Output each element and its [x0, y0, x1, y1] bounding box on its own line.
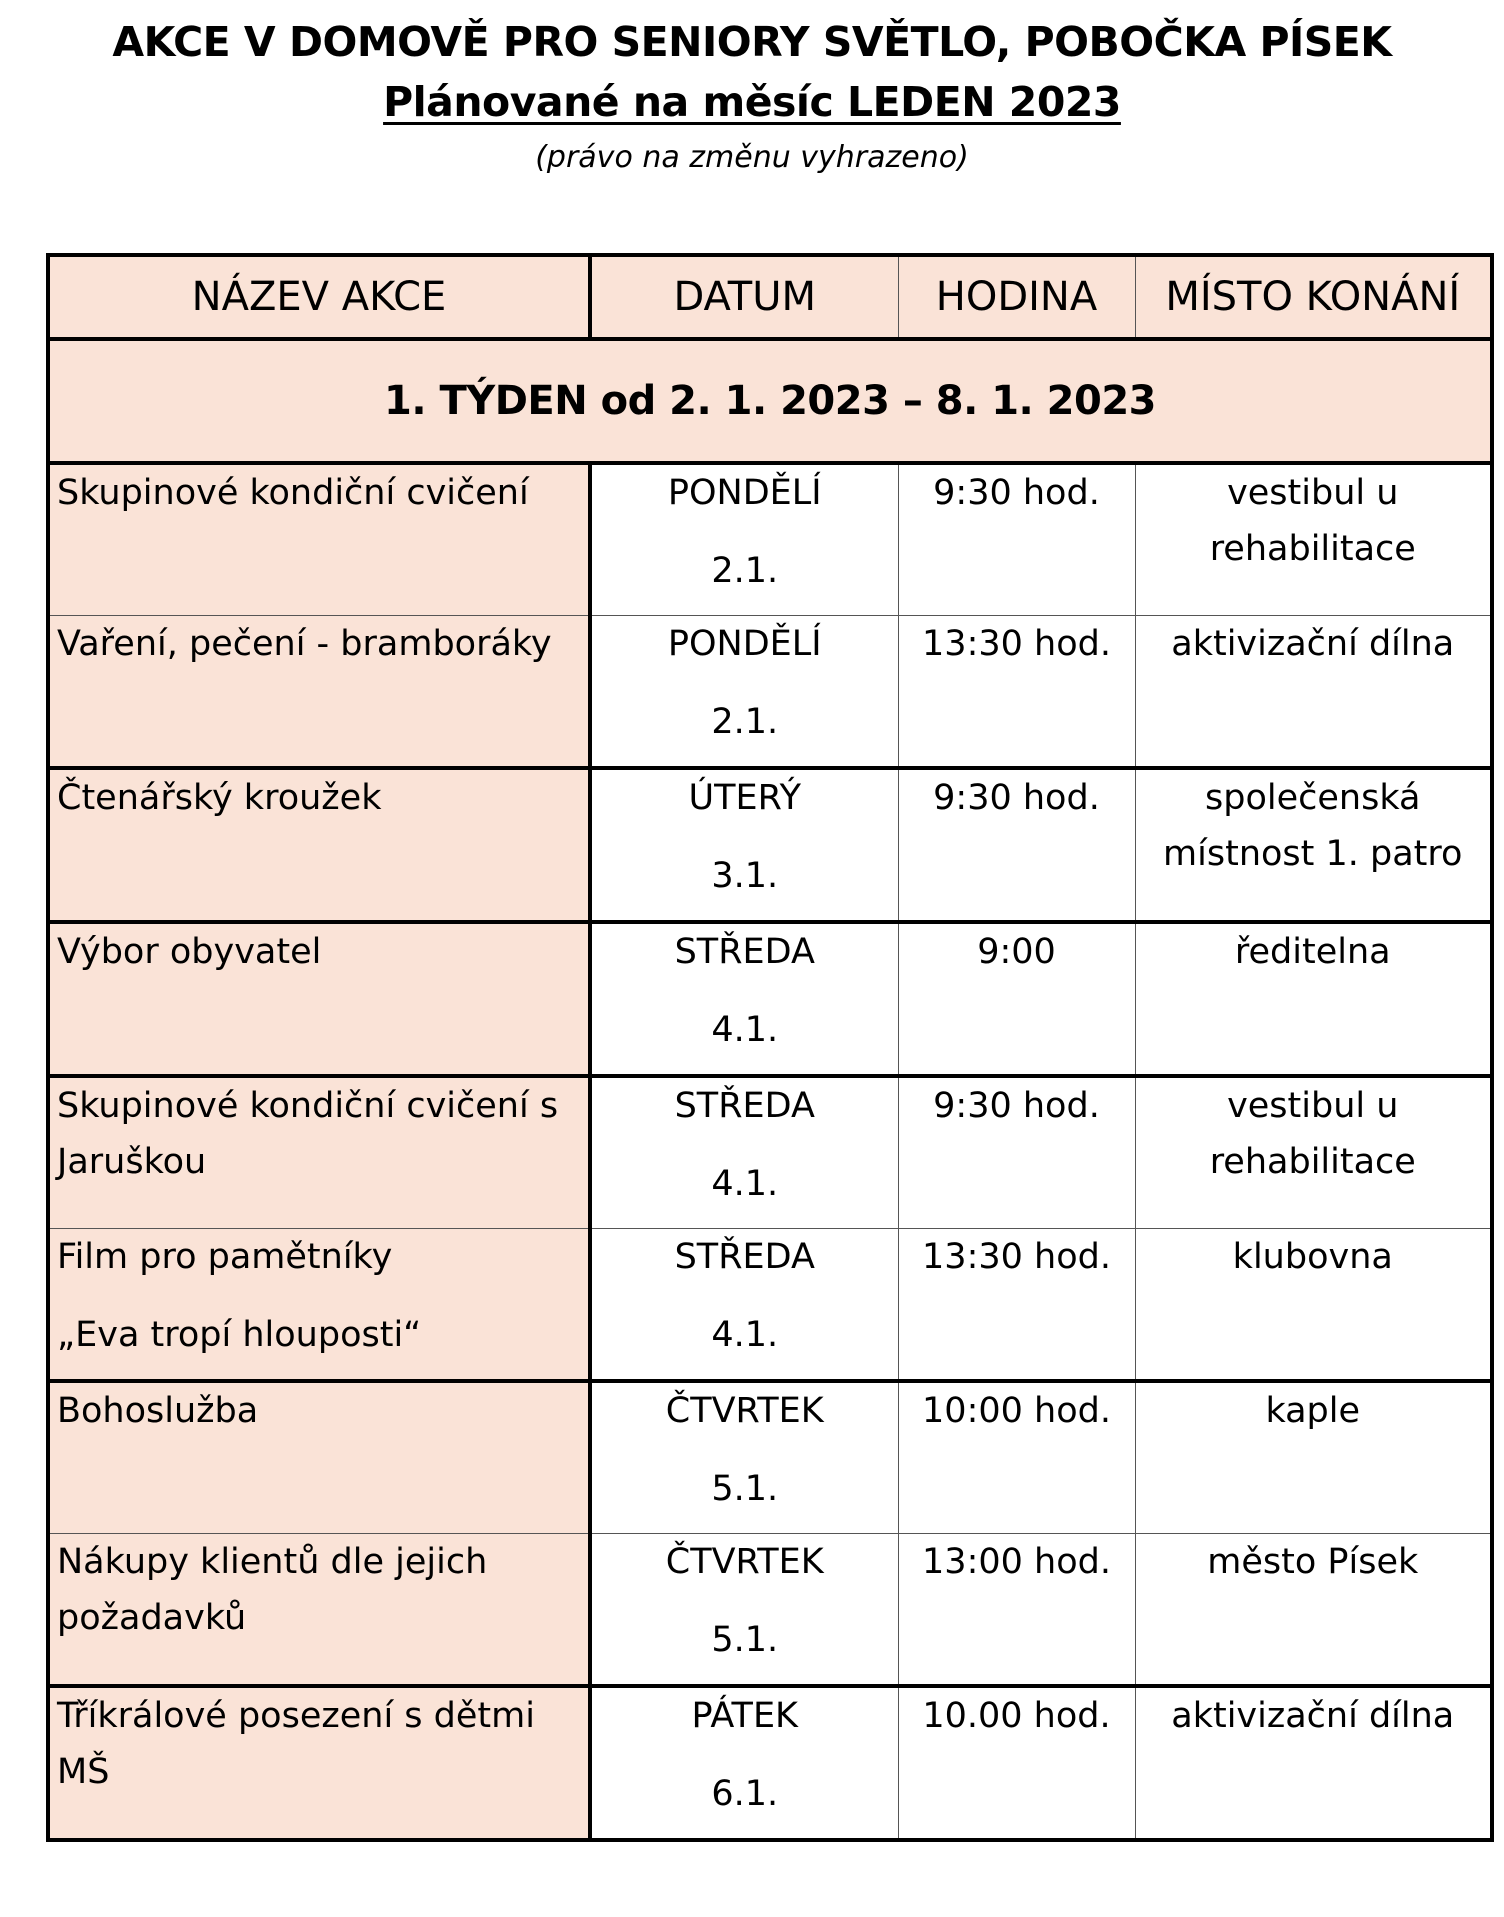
- event-day: STŘEDA: [674, 1086, 815, 1126]
- disclaimer-note: (právo na změnu vyhrazeno): [535, 140, 969, 175]
- event-date-cell: [590, 1534, 898, 1687]
- event-name-cell: [48, 1229, 590, 1382]
- table-row: [48, 616, 1492, 769]
- table-row: [48, 1229, 1492, 1382]
- event-place: kaple: [1135, 1381, 1492, 1534]
- event-name: Vaření, pečení - bramboráky: [57, 624, 552, 664]
- event-name-cell: [48, 1076, 590, 1229]
- event-date-cell: [590, 1229, 898, 1382]
- event-date-cell: [590, 1686, 898, 1840]
- event-day: PONDĚLÍ: [667, 473, 822, 513]
- event-day: ČTVRTEK: [665, 1542, 824, 1582]
- event-name: Nákupy klientů dle jejich požadavků: [57, 1542, 488, 1638]
- event-time: 13:30 hod.: [898, 616, 1135, 769]
- event-place: vestibul u rehabilitace: [1135, 463, 1492, 616]
- event-place: město Písek: [1135, 1534, 1492, 1687]
- event-name-cell: [48, 922, 590, 1076]
- event-place: vestibul u rehabilitace: [1135, 1076, 1492, 1229]
- event-date: 5.1.: [711, 1469, 779, 1509]
- event-date: 4.1.: [711, 1010, 779, 1050]
- event-name-cell: [48, 768, 590, 922]
- event-place: aktivizační dílna: [1135, 1686, 1492, 1840]
- event-place: ředitelna: [1135, 922, 1492, 1076]
- event-date-cell: [590, 922, 898, 1076]
- event-name: Čtenářský kroužek: [57, 778, 382, 818]
- events-table: [46, 253, 1494, 1842]
- event-date-cell: [590, 768, 898, 922]
- week-heading-row: [48, 339, 1492, 463]
- event-date: 4.1.: [711, 1164, 779, 1204]
- event-name: Bohoslužba: [57, 1391, 259, 1431]
- event-name: Výbor obyvatel: [57, 932, 322, 972]
- event-date: 6.1.: [711, 1774, 779, 1814]
- event-name: Film pro pamětníky: [57, 1237, 393, 1277]
- event-name: Tříkrálové posezení s dětmi MŠ: [57, 1696, 535, 1792]
- page-subtitle-text: Plánované na měsíc LEDEN 2023: [383, 78, 1121, 126]
- week-heading: 1. TÝDEN od 2. 1. 2023 – 8. 1. 2023: [48, 339, 1492, 463]
- table-row: [48, 1534, 1492, 1687]
- event-time: 10:00 hod.: [898, 1381, 1135, 1534]
- event-day: STŘEDA: [674, 1237, 815, 1277]
- event-day: ČTVRTEK: [665, 1391, 824, 1431]
- table-row: [48, 922, 1492, 1076]
- table-row: [48, 768, 1492, 922]
- event-name-extra: „Eva tropí hlouposti“: [57, 1315, 422, 1355]
- event-name-cell: [48, 463, 590, 616]
- column-header-time: HODINA: [898, 255, 1135, 339]
- event-date: 2.1.: [711, 702, 779, 742]
- page-subtitle: [0, 72, 1504, 132]
- event-time: 9:30 hod.: [898, 768, 1135, 922]
- event-time: 9:30 hod.: [898, 1076, 1135, 1229]
- table-header-row: [48, 255, 1492, 339]
- event-date: 3.1.: [711, 856, 779, 896]
- event-place: klubovna: [1135, 1229, 1492, 1382]
- column-header-place: MÍSTO KONÁNÍ: [1135, 255, 1492, 339]
- event-name-cell: [48, 1381, 590, 1534]
- event-day: PONDĚLÍ: [667, 624, 822, 664]
- event-name-cell: [48, 616, 590, 769]
- table-row: [48, 1076, 1492, 1229]
- event-date: 4.1.: [711, 1315, 779, 1355]
- event-date-cell: [590, 1076, 898, 1229]
- event-date: 5.1.: [711, 1620, 779, 1660]
- page-title: AKCE V DOMOVĚ PRO SENIORY SVĚTLO, POBOČKA PÍSEK: [112, 18, 1392, 66]
- event-time: 13:00 hod.: [898, 1534, 1135, 1687]
- event-date: 2.1.: [711, 551, 779, 591]
- event-name: Skupinové kondiční cvičení s Jaruškou: [57, 1086, 559, 1182]
- event-time: 13:30 hod.: [898, 1229, 1135, 1382]
- event-date-cell: [590, 1381, 898, 1534]
- event-day: PÁTEK: [691, 1696, 799, 1736]
- table-row: [48, 463, 1492, 616]
- column-header-date: DATUM: [590, 255, 898, 339]
- event-time: 9:30 hod.: [898, 463, 1135, 616]
- column-header-name: NÁZEV AKCE: [48, 255, 590, 339]
- table-row: [48, 1381, 1492, 1534]
- event-name: Skupinové kondiční cvičení: [57, 473, 529, 513]
- event-date-cell: [590, 616, 898, 769]
- event-name-cell: [48, 1534, 590, 1687]
- event-place: aktivizační dílna: [1135, 616, 1492, 769]
- event-day: ÚTERÝ: [688, 778, 802, 818]
- table-row: [48, 1686, 1492, 1840]
- event-place: společenská místnost 1. patro: [1135, 768, 1492, 922]
- event-day: STŘEDA: [674, 932, 815, 972]
- event-time: 9:00: [898, 922, 1135, 1076]
- event-name-cell: [48, 1686, 590, 1840]
- event-date-cell: [590, 463, 898, 616]
- event-time: 10.00 hod.: [898, 1686, 1135, 1840]
